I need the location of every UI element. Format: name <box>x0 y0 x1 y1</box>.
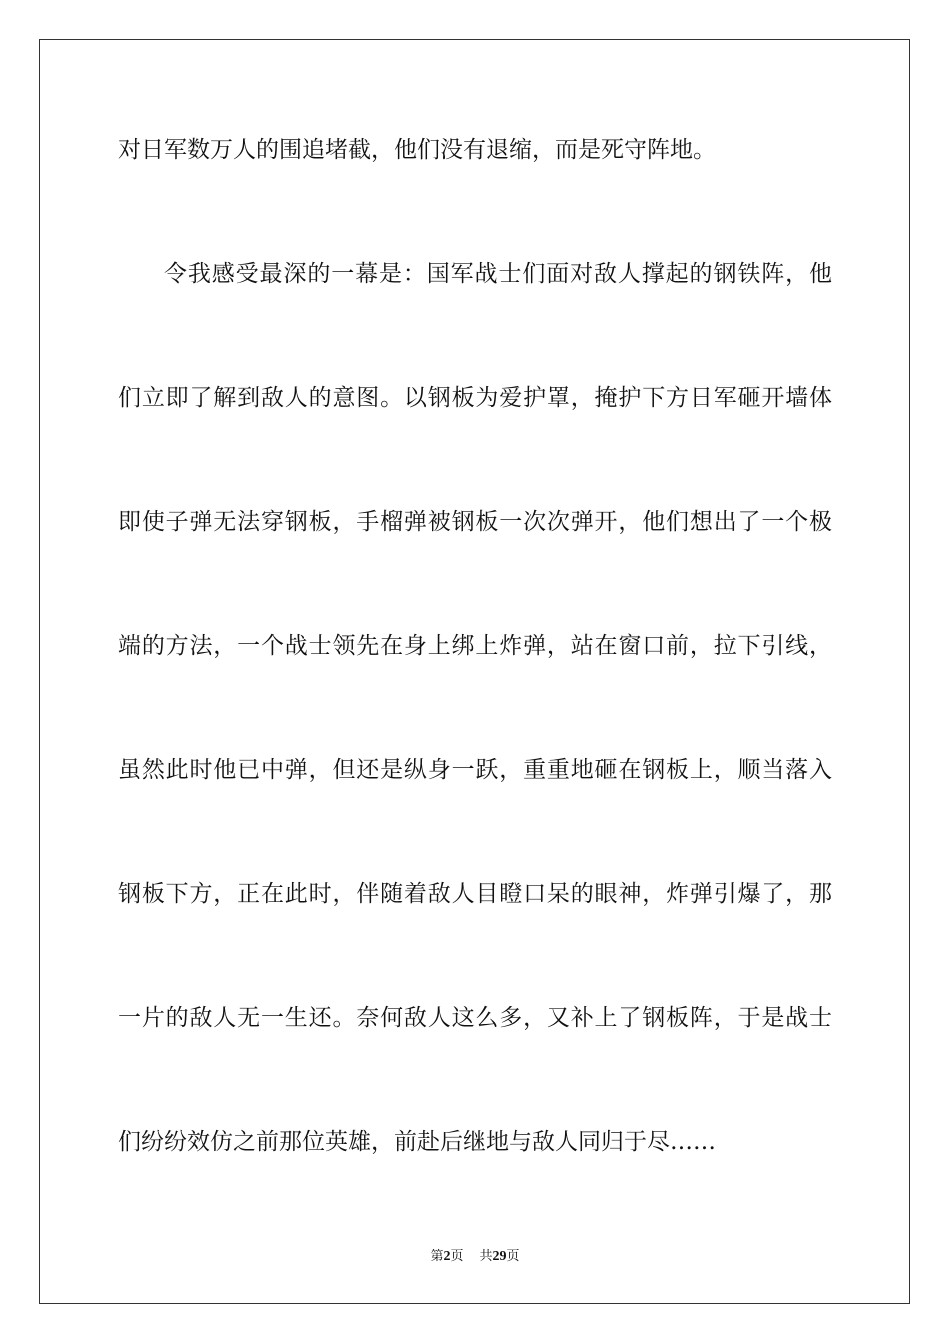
paragraph-line-8: 一片的敌人无一生还。奈何敌人这么多，又补上了钢板阵，于是战士 <box>118 1005 832 1031</box>
paragraph-line-2: 令我感受最深的一幕是：国军战士们面对敌人撑起的钢铁阵，他 <box>164 261 832 287</box>
page-suffix: 页 <box>450 1249 464 1264</box>
paragraph-line-3: 们立即了解到敌人的意图。以钢板为爱护罩，掩护下方日军砸开墙体 <box>118 385 832 411</box>
paragraph-line-4: 即使子弹无法穿钢板，手榴弹被钢板一次次弹开，他们想出了一个极 <box>118 509 832 535</box>
page-border <box>39 39 910 1304</box>
total-suffix: 页 <box>506 1249 520 1264</box>
paragraph-line-6: 虽然此时他已中弹，但还是纵身一跃，重重地砸在钢板上，顺当落入 <box>118 757 832 783</box>
page-footer <box>0 1249 950 1265</box>
total-pages: 29 <box>492 1249 507 1264</box>
paragraph-line-7: 钢板下方，正在此时，伴随着敌人目瞪口呆的眼神，炸弹引爆了，那 <box>118 881 832 907</box>
page-prefix: 第 <box>430 1249 444 1264</box>
paragraph-line-1: 对日军数万人的围追堵截，他们没有退缩，而是死守阵地。 <box>118 137 716 163</box>
paragraph-line-5: 端的方法，一个战士领先在身上绑上炸弹，站在窗口前，拉下引线， <box>118 633 832 659</box>
paragraph-line-9: 们纷纷效仿之前那位英雄，前赴后继地与敌人同归于尽…… <box>118 1129 716 1155</box>
page-number: 2 <box>443 1249 451 1264</box>
total-prefix: 共 <box>479 1249 493 1264</box>
